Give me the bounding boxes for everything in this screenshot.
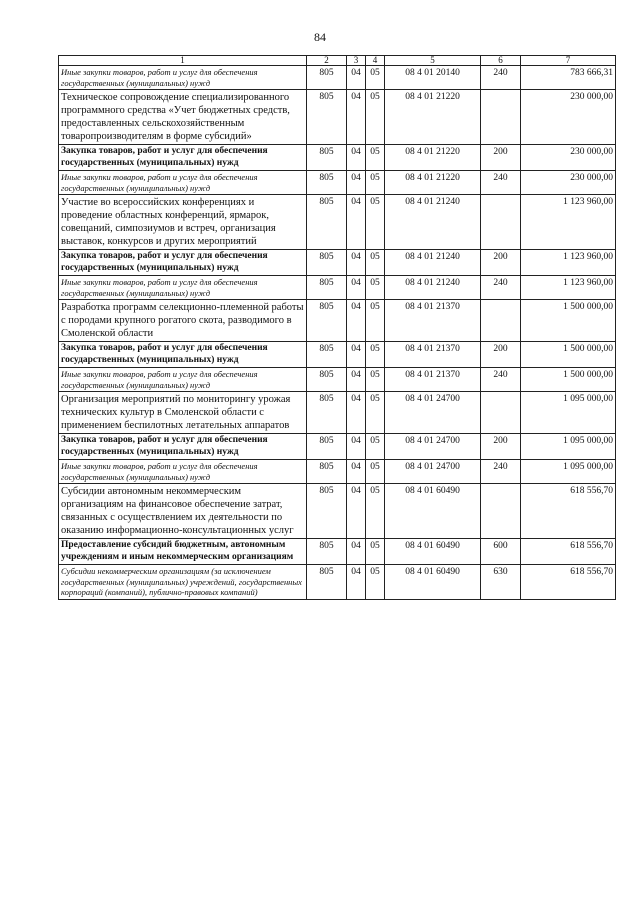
row-name-cell: Иные закупки товаров, работ и услуг для обеспечения государственных (муниципальных) нужд bbox=[59, 368, 307, 392]
column-header: 6 bbox=[481, 56, 521, 66]
row-name-cell: Предоставление субсидий бюджетным, автономным учреждениям и иным некоммерческим организациям bbox=[59, 539, 307, 565]
target-article-cell: 08 4 01 60490 bbox=[385, 565, 481, 600]
table-row bbox=[59, 90, 616, 145]
table-row bbox=[59, 342, 616, 368]
expense-type-cell: 240 bbox=[481, 66, 521, 90]
expense-type-cell: 200 bbox=[481, 342, 521, 368]
expense-type-cell bbox=[481, 90, 521, 145]
column-header: 4 bbox=[366, 56, 385, 66]
column-header: 5 bbox=[385, 56, 481, 66]
subsection-code-cell: 05 bbox=[366, 276, 385, 300]
ministry-code-cell: 805 bbox=[307, 368, 347, 392]
target-article-cell: 08 4 01 24700 bbox=[385, 460, 481, 484]
ministry-code-cell: 805 bbox=[307, 276, 347, 300]
section-code-cell: 04 bbox=[347, 195, 366, 250]
section-code-cell: 04 bbox=[347, 250, 366, 276]
ministry-code-cell: 805 bbox=[307, 484, 347, 539]
subsection-code-cell: 05 bbox=[366, 145, 385, 171]
column-header: 1 bbox=[59, 56, 307, 66]
table-row bbox=[59, 250, 616, 276]
target-article-cell: 08 4 01 21220 bbox=[385, 145, 481, 171]
target-article-cell: 08 4 01 20140 bbox=[385, 66, 481, 90]
amount-cell: 230 000,00 bbox=[521, 145, 616, 171]
subsection-code-cell: 05 bbox=[366, 484, 385, 539]
amount-cell: 1 123 960,00 bbox=[521, 276, 616, 300]
amount-cell: 1 500 000,00 bbox=[521, 300, 616, 342]
expense-type-cell bbox=[481, 484, 521, 539]
row-name-cell: Закупка товаров, работ и услуг для обеспечения государственных (муниципальных) нужд bbox=[59, 434, 307, 460]
target-article-cell: 08 4 01 24700 bbox=[385, 434, 481, 460]
target-article-cell: 08 4 01 21220 bbox=[385, 90, 481, 145]
subsection-code-cell: 05 bbox=[366, 171, 385, 195]
row-name-cell: Иные закупки товаров, работ и услуг для обеспечения государственных (муниципальных) нужд bbox=[59, 171, 307, 195]
section-code-cell: 04 bbox=[347, 145, 366, 171]
table-row bbox=[59, 565, 616, 600]
section-code-cell: 04 bbox=[347, 484, 366, 539]
target-article-cell: 08 4 01 24700 bbox=[385, 392, 481, 434]
section-code-cell: 04 bbox=[347, 276, 366, 300]
table-row bbox=[59, 195, 616, 250]
amount-cell: 618 556,70 bbox=[521, 484, 616, 539]
ministry-code-cell: 805 bbox=[307, 250, 347, 276]
target-article-cell: 08 4 01 21370 bbox=[385, 368, 481, 392]
amount-cell: 783 666,31 bbox=[521, 66, 616, 90]
column-header: 7 bbox=[521, 56, 616, 66]
section-code-cell: 04 bbox=[347, 368, 366, 392]
budget-table bbox=[58, 55, 616, 600]
ministry-code-cell: 805 bbox=[307, 145, 347, 171]
ministry-code-cell: 805 bbox=[307, 342, 347, 368]
section-code-cell: 04 bbox=[347, 300, 366, 342]
amount-cell: 1 095 000,00 bbox=[521, 460, 616, 484]
target-article-cell: 08 4 01 21240 bbox=[385, 276, 481, 300]
ministry-code-cell: 805 bbox=[307, 195, 347, 250]
table-row bbox=[59, 434, 616, 460]
row-name-cell: Субсидии автономным некоммерческим организациям на финансовое обеспечение затрат, связанных с осуществлением их деятельности по оказанию информационно-консультационных услуг bbox=[59, 484, 307, 539]
table-row bbox=[59, 145, 616, 171]
section-code-cell: 04 bbox=[347, 392, 366, 434]
amount-cell: 1 095 000,00 bbox=[521, 392, 616, 434]
expense-type-cell bbox=[481, 300, 521, 342]
expense-type-cell: 600 bbox=[481, 539, 521, 565]
ministry-code-cell: 805 bbox=[307, 392, 347, 434]
table-row bbox=[59, 276, 616, 300]
row-name-cell: Закупка товаров, работ и услуг для обеспечения государственных (муниципальных) нужд bbox=[59, 342, 307, 368]
table-body bbox=[59, 66, 616, 600]
amount-cell: 1 123 960,00 bbox=[521, 250, 616, 276]
expense-type-cell: 240 bbox=[481, 368, 521, 392]
amount-cell: 230 000,00 bbox=[521, 90, 616, 145]
target-article-cell: 08 4 01 21240 bbox=[385, 195, 481, 250]
row-name-cell: Иные закупки товаров, работ и услуг для обеспечения государственных (муниципальных) нужд bbox=[59, 66, 307, 90]
amount-cell: 1 123 960,00 bbox=[521, 195, 616, 250]
amount-cell: 1 500 000,00 bbox=[521, 368, 616, 392]
expense-type-cell bbox=[481, 392, 521, 434]
target-article-cell: 08 4 01 60490 bbox=[385, 484, 481, 539]
row-name-cell: Участие во всероссийских конференциях и проведение областных конференций, ярмарок, совещаний, симпозиумов и встреч, организация выставок, конкурсов и других мероприятий bbox=[59, 195, 307, 250]
ministry-code-cell: 805 bbox=[307, 90, 347, 145]
ministry-code-cell: 805 bbox=[307, 300, 347, 342]
table-row bbox=[59, 484, 616, 539]
ministry-code-cell: 805 bbox=[307, 171, 347, 195]
row-name-cell: Субсидии некоммерческим организациям (за исключением государственных (муниципальных) учреждений, государственных корпораций (компаний), публично-правовых компаний) bbox=[59, 565, 307, 600]
subsection-code-cell: 05 bbox=[366, 434, 385, 460]
target-article-cell: 08 4 01 60490 bbox=[385, 539, 481, 565]
ministry-code-cell: 805 bbox=[307, 434, 347, 460]
target-article-cell: 08 4 01 21220 bbox=[385, 171, 481, 195]
ministry-code-cell: 805 bbox=[307, 66, 347, 90]
expense-type-cell: 240 bbox=[481, 460, 521, 484]
subsection-code-cell: 05 bbox=[366, 460, 385, 484]
expense-type-cell: 630 bbox=[481, 565, 521, 600]
subsection-code-cell: 05 bbox=[366, 368, 385, 392]
expense-type-cell: 200 bbox=[481, 145, 521, 171]
table-row bbox=[59, 460, 616, 484]
subsection-code-cell: 05 bbox=[366, 565, 385, 600]
section-code-cell: 04 bbox=[347, 171, 366, 195]
row-name-cell: Иные закупки товаров, работ и услуг для обеспечения государственных (муниципальных) нужд bbox=[59, 460, 307, 484]
subsection-code-cell: 05 bbox=[366, 539, 385, 565]
row-name-cell: Разработка программ селекционно-племенной работы с породами крупного рогатого скота, разводимого в Смоленской области bbox=[59, 300, 307, 342]
expense-type-cell: 200 bbox=[481, 250, 521, 276]
subsection-code-cell: 05 bbox=[366, 66, 385, 90]
amount-cell: 618 556,70 bbox=[521, 565, 616, 600]
section-code-cell: 04 bbox=[347, 460, 366, 484]
expense-type-cell: 240 bbox=[481, 171, 521, 195]
subsection-code-cell: 05 bbox=[366, 300, 385, 342]
row-name-cell: Техническое сопровождение специализированного программного средства «Учет бюджетных средств, предоставленных сельскохозяйственным товаропроизводителям в форме субсидий» bbox=[59, 90, 307, 145]
section-code-cell: 04 bbox=[347, 66, 366, 90]
column-header: 2 bbox=[307, 56, 347, 66]
row-name-cell: Иные закупки товаров, работ и услуг для обеспечения государственных (муниципальных) нужд bbox=[59, 276, 307, 300]
row-name-cell: Закупка товаров, работ и услуг для обеспечения государственных (муниципальных) нужд bbox=[59, 145, 307, 171]
subsection-code-cell: 05 bbox=[366, 90, 385, 145]
page-number: 84 bbox=[314, 30, 326, 44]
subsection-code-cell: 05 bbox=[366, 342, 385, 368]
ministry-code-cell: 805 bbox=[307, 539, 347, 565]
ministry-code-cell: 805 bbox=[307, 565, 347, 600]
table-row bbox=[59, 368, 616, 392]
subsection-code-cell: 05 bbox=[366, 392, 385, 434]
target-article-cell: 08 4 01 21370 bbox=[385, 342, 481, 368]
amount-cell: 1 095 000,00 bbox=[521, 434, 616, 460]
table-row bbox=[59, 66, 616, 90]
amount-cell: 618 556,70 bbox=[521, 539, 616, 565]
ministry-code-cell: 805 bbox=[307, 460, 347, 484]
table-row bbox=[59, 539, 616, 565]
amount-cell: 1 500 000,00 bbox=[521, 342, 616, 368]
section-code-cell: 04 bbox=[347, 434, 366, 460]
column-header: 3 bbox=[347, 56, 366, 66]
target-article-cell: 08 4 01 21240 bbox=[385, 250, 481, 276]
table-row bbox=[59, 171, 616, 195]
section-code-cell: 04 bbox=[347, 539, 366, 565]
column-number-row bbox=[59, 56, 616, 66]
expense-type-cell: 200 bbox=[481, 434, 521, 460]
table-row bbox=[59, 392, 616, 434]
section-code-cell: 04 bbox=[347, 342, 366, 368]
expense-type-cell bbox=[481, 195, 521, 250]
expense-type-cell: 240 bbox=[481, 276, 521, 300]
section-code-cell: 04 bbox=[347, 565, 366, 600]
row-name-cell: Организация мероприятий по мониторингу урожая технических культур в Смоленской области с применением беспилотных летательных аппаратов bbox=[59, 392, 307, 434]
table-row bbox=[59, 300, 616, 342]
subsection-code-cell: 05 bbox=[366, 195, 385, 250]
subsection-code-cell: 05 bbox=[366, 250, 385, 276]
amount-cell: 230 000,00 bbox=[521, 171, 616, 195]
row-name-cell: Закупка товаров, работ и услуг для обеспечения государственных (муниципальных) нужд bbox=[59, 250, 307, 276]
target-article-cell: 08 4 01 21370 bbox=[385, 300, 481, 342]
section-code-cell: 04 bbox=[347, 90, 366, 145]
